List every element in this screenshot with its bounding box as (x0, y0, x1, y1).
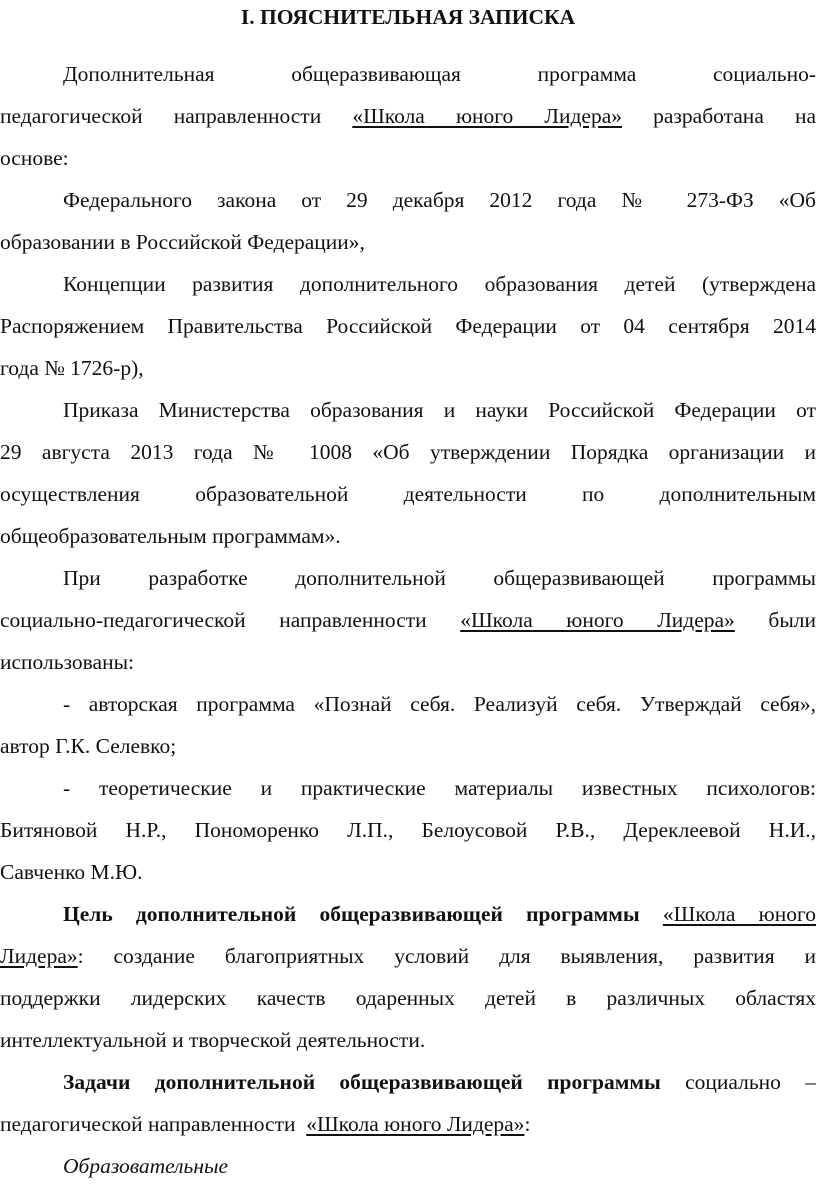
paragraph-line: основе: (0, 146, 69, 170)
program-name: «Школа юного Лидера» (460, 608, 735, 632)
paragraph-line: использованы: (0, 650, 135, 674)
paragraph-line: 29 августа 2013 года № 1008 «Об утверждении Порядка организации и (0, 440, 816, 464)
program-name: «Школа юного (662, 902, 816, 926)
paragraph-line: общеобразовательным программам». (0, 524, 341, 548)
paragraph-line: интеллектуальной и творческой деятельности. (0, 1028, 426, 1052)
paragraph-line: - теоретические и практические материалы известных психологов: (63, 776, 816, 800)
paragraph-line: автор Г.К. Селевко; (0, 734, 177, 758)
paragraph-line: года № 1726-р), (0, 356, 144, 380)
paragraph-line: социально-педагогической направленности «Школа юного Лидера» были (0, 608, 816, 632)
program-name: «Школа юного Лидера» (306, 1112, 525, 1136)
paragraph-line: Приказа Министерства образования и науки Российской Федерации от (63, 398, 816, 422)
paragraph-line: Лидера»: создание благоприятных условий для выявления, развития и (0, 944, 816, 968)
goal-heading: Цель дополнительной общеразвивающей программы (63, 902, 640, 926)
paragraph-line: Федерального закона от 29 декабря 2012 года № 273-ФЗ «Об (63, 188, 816, 212)
paragraph-line: поддержки лидерских качеств одаренных детей в различных областях (0, 986, 816, 1010)
paragraph-line: Концепции развития дополнительного образования детей (утверждена (63, 272, 816, 296)
paragraph-line: - авторская программа «Познай себя. Реализуй себя. Утверждай себя», (63, 692, 816, 716)
paragraph-line: Задачи дополнительной общеразвивающей программы социально – (63, 1070, 816, 1094)
program-name: «Школа юного Лидера» (352, 104, 623, 128)
paragraph-line (63, 901, 816, 927)
paragraph-line: Битяновой Н.Р., Пономоренко Л.П., Белоусовой Р.В., Дереклеевой Н.И., (0, 818, 816, 842)
paragraph-line: При разработке дополнительной общеразвивающей программы (63, 566, 816, 590)
paragraph-line: Дополнительная общеразвивающая программа социально- (63, 62, 816, 86)
paragraph-line: педагогической направленности «Школа юного Лидера» разработана на (0, 104, 816, 128)
document-title: I. ПОЯСНИТЕЛЬНАЯ ЗАПИСКА (240, 5, 576, 29)
program-name: Лидера» (0, 944, 78, 968)
paragraph-line: Распоряжением Правительства Российской Федерации от 04 сентября 2014 (0, 314, 816, 338)
paragraph-line: педагогической направленности «Школа юного Лидера»: (0, 1112, 531, 1136)
tasks-heading: Задачи дополнительной общеразвивающей программы (63, 1070, 661, 1094)
paragraph-line: образовании в Российской Федерации», (0, 230, 365, 254)
subsection-heading: Образовательные (63, 1154, 229, 1178)
paragraph-line: Савченко М.Ю. (0, 860, 143, 884)
paragraph-line: осуществления образовательной деятельности по дополнительным (0, 482, 816, 506)
